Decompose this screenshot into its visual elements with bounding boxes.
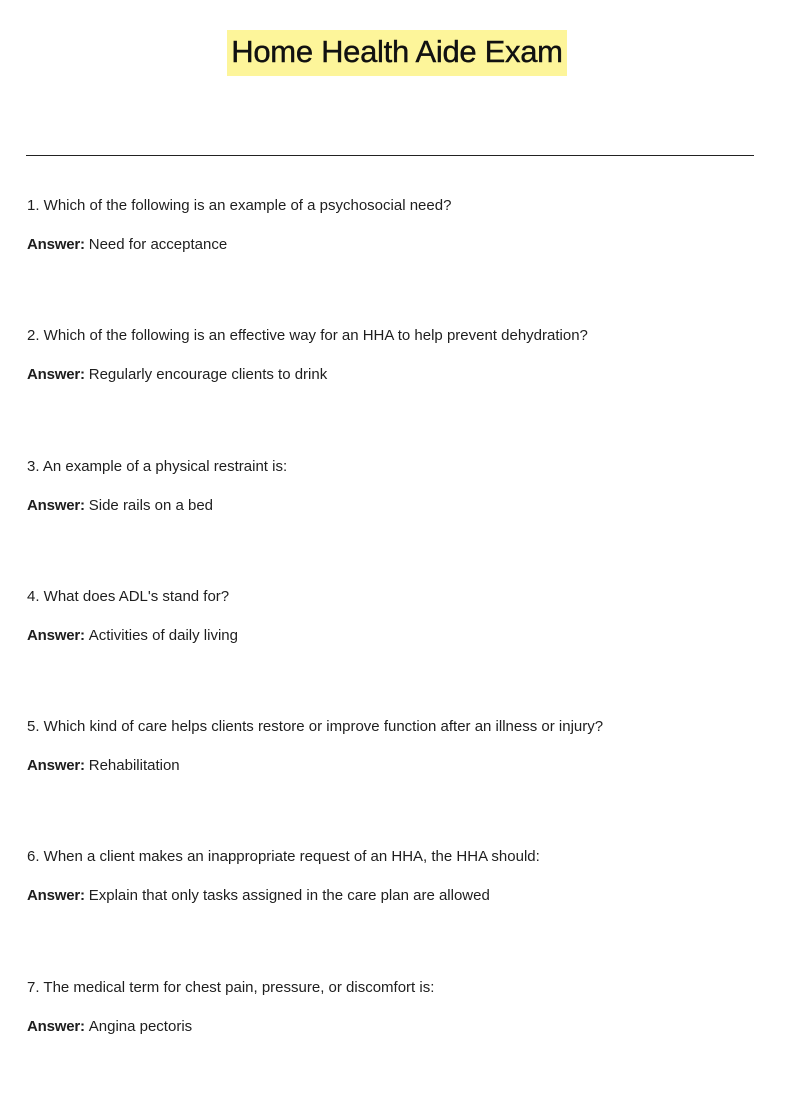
answer-line: [27, 365, 767, 385]
question-item: [27, 587, 767, 717]
title-container: [0, 30, 794, 76]
question-item: [27, 457, 767, 587]
question-text: 6. When a client makes an inappropriate request of an HHA, the HHA should:: [27, 848, 540, 866]
answer-text: Regularly encourage clients to drink: [88, 366, 328, 384]
answer-label: Answer:: [27, 626, 85, 644]
answer-label: Answer:: [27, 1017, 85, 1035]
question-item: [27, 326, 767, 456]
answer-text: Explain that only tasks assigned in the care plan are allowed: [88, 887, 490, 905]
answer-text: Rehabilitation: [88, 757, 180, 775]
answer-line: [27, 496, 767, 516]
answer-label: Answer:: [27, 757, 85, 775]
answer-line: [27, 626, 767, 646]
answer-line: [27, 1017, 767, 1037]
question-text: 3. An example of a physical restraint is:: [27, 457, 288, 475]
answer-line: [27, 886, 767, 906]
answer-text: Need for acceptance: [88, 236, 228, 253]
question-item: [27, 847, 767, 977]
question-text: 7. The medical term for chest pain, pressure, or discomfort is:: [27, 978, 435, 996]
answer-text: Angina pectoris: [88, 1017, 193, 1035]
question-text: 2. Which of the following is an effective way for an HHA to help prevent dehydration?: [27, 327, 588, 345]
answer-line: [27, 235, 767, 255]
question-text: 1. Which of the following is an example of a psychosocial need?: [27, 197, 452, 214]
answer-label: Answer:: [27, 236, 85, 253]
answer-text: Activities of daily living: [88, 626, 238, 644]
question-item: [27, 196, 767, 326]
page-title: Home Health Aide Exam: [227, 30, 566, 76]
answer-line: [27, 756, 767, 776]
question-item: [27, 978, 767, 1108]
answer-label: Answer:: [27, 366, 85, 384]
question-item: [27, 717, 767, 847]
answer-text: Side rails on a bed: [88, 496, 213, 514]
question-text: 5. Which kind of care helps clients restore or improve function after an illness or injury?: [27, 718, 604, 736]
answer-label: Answer:: [27, 887, 85, 905]
question-text: 4. What does ADL's stand for?: [27, 587, 230, 605]
question-list: [27, 196, 767, 1108]
horizontal-divider: [26, 155, 754, 156]
answer-label: Answer:: [27, 496, 85, 514]
